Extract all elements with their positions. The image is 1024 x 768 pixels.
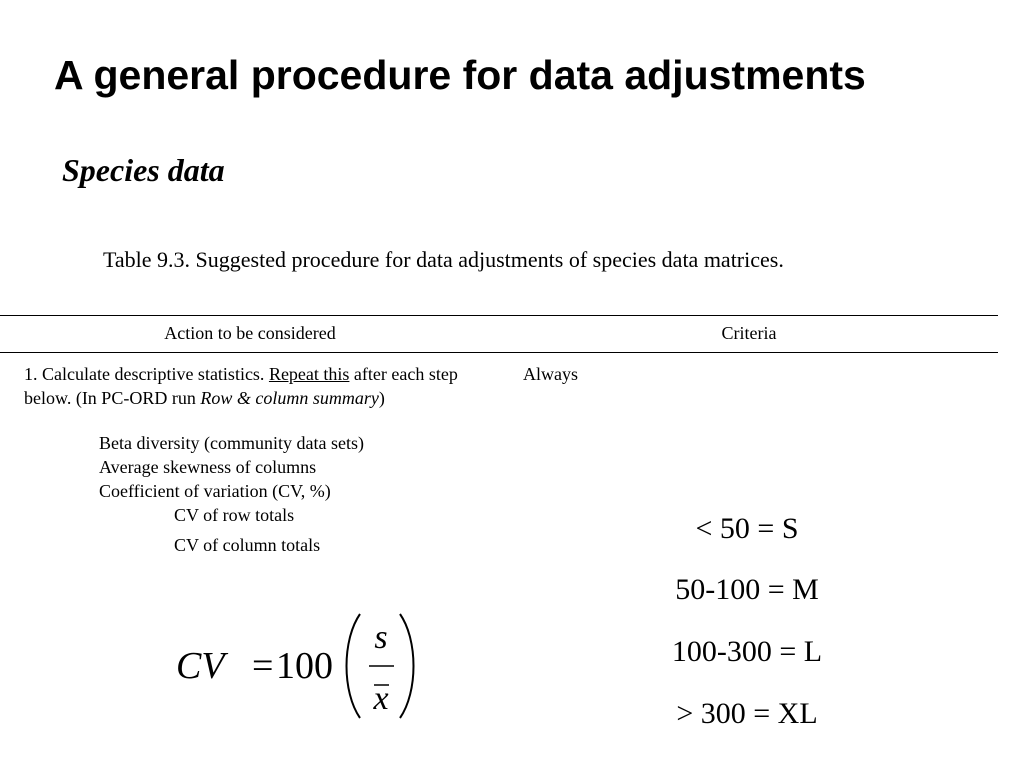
cv-category-small: < 50 = S <box>695 512 799 545</box>
formula-denominator: x <box>373 680 389 717</box>
row1-criteria: Always <box>523 364 578 384</box>
row1-action-text <box>24 362 464 410</box>
cv-category-extra-large: > 300 = XL <box>676 697 818 730</box>
sub-item-average-skewness: Average skewness of columns <box>99 457 317 477</box>
table-top-rule <box>0 315 998 316</box>
row1-action-underlined: Repeat this <box>268 364 350 384</box>
formula-left-paren <box>347 614 361 718</box>
header-action: Action to be considered <box>164 323 336 343</box>
header-criteria: Criteria <box>721 323 777 343</box>
table-caption: Table 9.3. Suggested procedure for data adjustments of species data matrices. <box>103 247 784 272</box>
formula-right-paren <box>400 614 414 718</box>
sub-item-coefficient-of-variation: Coefficient of variation (CV, %) <box>99 481 331 501</box>
formula-numerator: s <box>374 619 388 656</box>
row1-action-part1: 1. Calculate descriptive statistics. <box>24 364 269 384</box>
cv-category-medium: 50-100 = M <box>675 573 819 606</box>
slide-subtitle: Species data <box>62 152 225 188</box>
cv-category-large: 100-300 = L <box>671 635 823 668</box>
sub-sub-item-cv-column-totals: CV of column totals <box>174 535 321 555</box>
formula-equals: = <box>252 645 274 687</box>
formula-lhs: CV <box>176 645 225 687</box>
row1-action-italic: Row & column summary <box>200 388 379 408</box>
slide-title: A general procedure for data adjustments <box>54 52 866 98</box>
cv-formula <box>170 606 430 726</box>
row1-action-part2: after each step below. (In PC-ORD run <box>24 364 458 408</box>
sub-item-beta-diversity: Beta diversity (community data sets) <box>99 433 364 453</box>
sub-sub-item-cv-row-totals: CV of row totals <box>174 505 295 525</box>
row1-action-part3: ) <box>378 388 385 408</box>
table-header-rule <box>0 352 998 353</box>
formula-coefficient: 100 <box>276 645 333 687</box>
